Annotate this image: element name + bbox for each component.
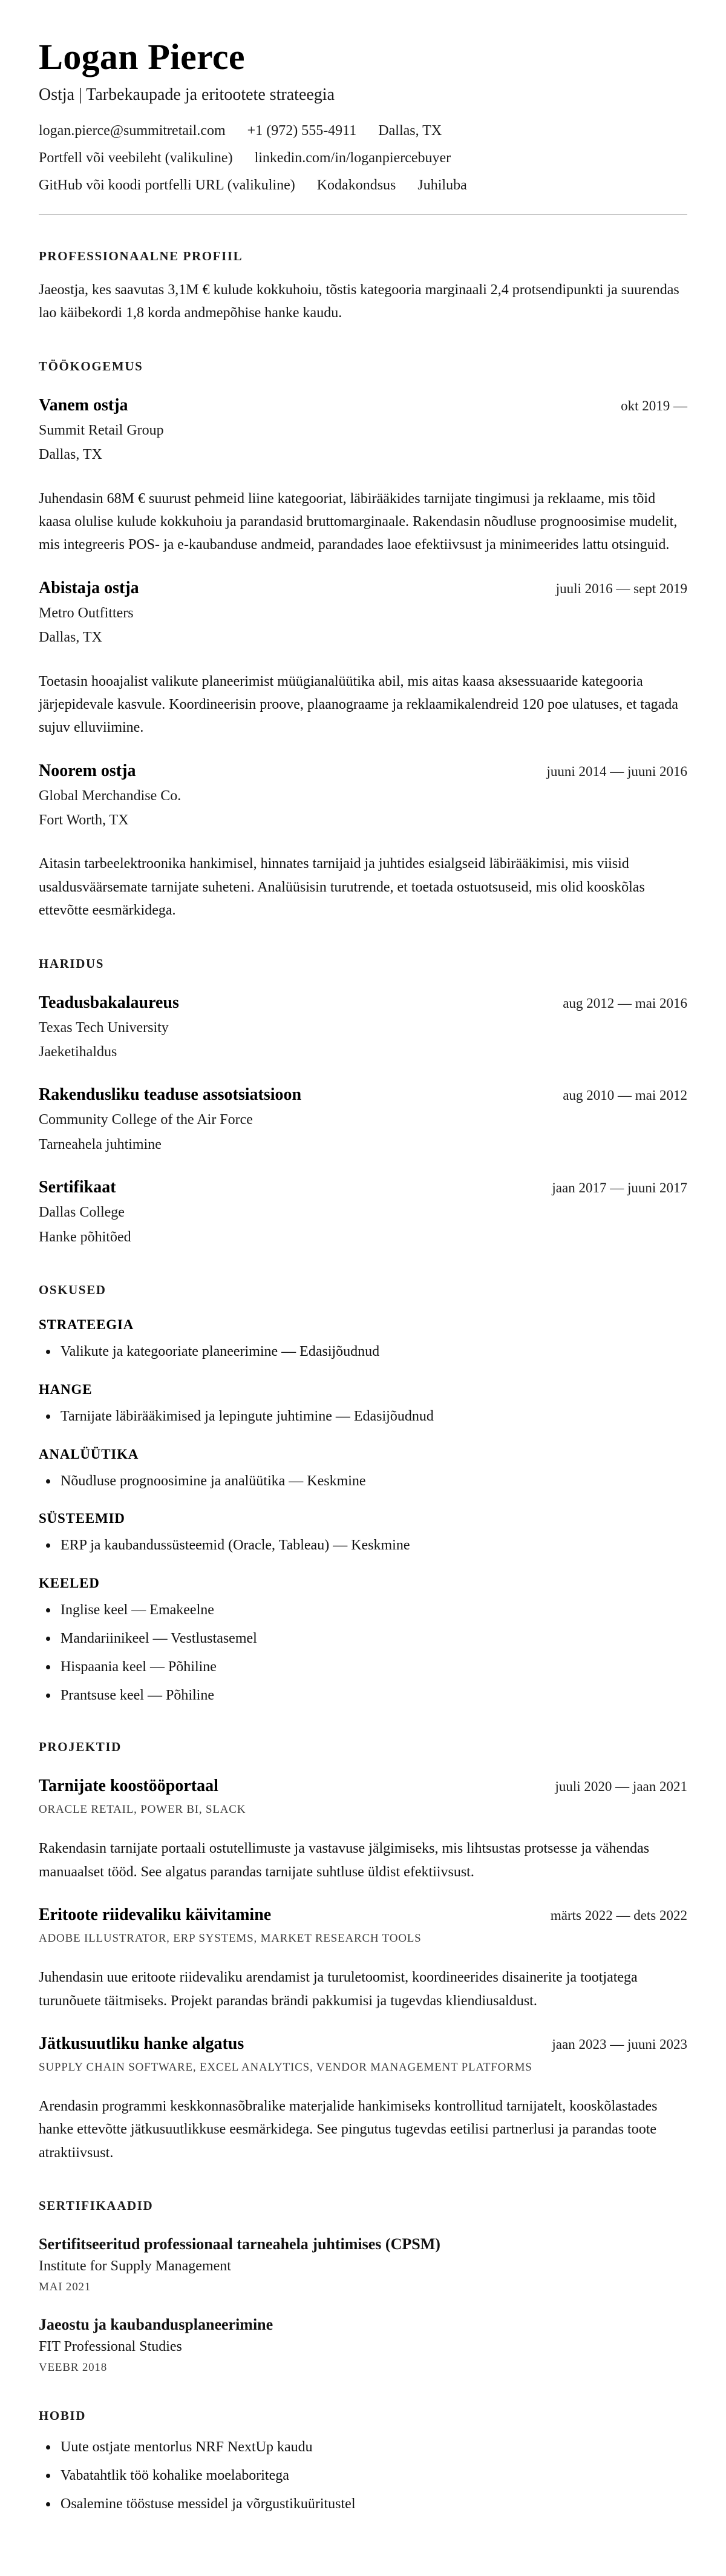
certification-date: VEEBR 2018: [39, 2361, 108, 2374]
certification-item: [39, 2316, 687, 2374]
language-bullet: • Prantsuse keel — Põhiline: [58, 1685, 687, 1706]
skill-group: [39, 1511, 687, 1556]
job-description: Juhendasin 68M € suurust pehmeid liine kategooriat, läbirääkides tarnijate tingimusi ja reklaame, mis tõid kaasa olulise kulude kokkuhoiu ja parandasid bruttomarginaale. Rakendasin nõudluse prognoosimise mudelit, mis integreeris POS- ja e-kaubanduse andmeid, parandades laoe efektiivsust ja minimeerides lattu otsinguid.: [39, 490, 678, 553]
header-divider: [39, 214, 687, 215]
project-tools: SUPPLY CHAIN SOFTWARE, EXCEL ANALYTICS, VENDOR MANAGEMENT PLATFORMS: [39, 2060, 532, 2074]
language-bullet: • Hispaania keel — Põhiline: [58, 1657, 687, 1678]
contact-license-label: Juhiluba: [417, 177, 467, 193]
certification-org: FIT Professional Studies: [39, 2339, 182, 2355]
section-projects: [39, 1740, 687, 2164]
contact-linkedin: linkedin.com/in/loganpiercebuyer: [254, 150, 451, 166]
certification-date: MAI 2021: [39, 2281, 91, 2294]
job-description: Aitasin tarbeelektroonika hankimisel, hinnates tarnijaid ja juhtides esialgseid läbirääkimisi, mis viisid usaldusväärsemate tarnijate suheteni. Analüüsisin turutrende, et toetada ostuotsuseid, mis olid kooskõlas ettevõtte eesmärkidega.: [39, 856, 645, 919]
job-role: Noorem ostja: [39, 761, 136, 780]
section-skills: [39, 1283, 687, 1706]
job-location: Fort Worth, TX: [39, 812, 129, 829]
certifications-section-title: SERTIFIKAADID: [39, 2198, 154, 2213]
profile-section-title: PROFESSIONAALNE PROFIIL: [39, 249, 243, 263]
job-company: Metro Outfitters: [39, 605, 134, 621]
skills-section-title: OSKUSED: [39, 1282, 106, 1297]
skill-group: [39, 1382, 687, 1427]
contact-row-1: [39, 123, 687, 139]
contact-location: Dallas, TX: [378, 123, 442, 139]
job-item: [39, 396, 687, 557]
project-dates: jaan 2023 — juuni 2023: [552, 2036, 687, 2052]
education-degree: Rakendusliku teaduse assotsiatsioon: [39, 1085, 302, 1105]
skill-group-languages: [39, 1576, 687, 1706]
resume-page: [39, 36, 687, 2514]
project-name: Tarnijate koostööportaal: [39, 1776, 218, 1796]
education-item: [39, 993, 687, 1064]
section-education: [39, 956, 687, 1249]
project-description: Juhendasin uue eritoote riidevaliku arendamist ja turuletoomist, koordineerides disainerite ja tootjatega turunõuete täitmiseks. Projekt parandas brändi pakkumisi ja tugevdas kliendiusaldust.: [39, 1970, 638, 2009]
candidate-headline: Ostja | Tarbekaupade ja eritootete strateegia: [39, 85, 335, 104]
skill-group-name: KEELED: [39, 1576, 100, 1591]
skill-bullet: • Tarnijate läbirääkimised ja lepingute juhtimine — Edasijõudnud: [58, 1406, 687, 1427]
education-dates: jaan 2017 — juuni 2017: [552, 1180, 687, 1196]
skill-group-name: HANGE: [39, 1381, 93, 1397]
contact-email: logan.pierce@summitretail.com: [39, 123, 226, 139]
job-role: Vanem ostja: [39, 395, 128, 415]
section-profile: [39, 249, 687, 325]
job-company: Global Merchandise Co.: [39, 787, 182, 804]
skill-group-name: SÜSTEEMID: [39, 1511, 125, 1526]
certification-org: Institute for Supply Management: [39, 2258, 231, 2275]
project-tools: ADOBE ILLUSTRATOR, ERP SYSTEMS, MARKET RESEARCH TOOLS: [39, 1932, 422, 1945]
job-dates: juuni 2014 — juuni 2016: [546, 763, 687, 779]
project-item: [39, 2034, 687, 2164]
contact-github-label: GitHub või koodi portfelli URL (valikuline): [39, 177, 295, 193]
education-section-title: HARIDUS: [39, 956, 105, 971]
education-school: Texas Tech University: [39, 1019, 169, 1036]
hobbies-section-title: HOBID: [39, 2408, 87, 2423]
education-field: Jaeketihaldus: [39, 1044, 117, 1060]
language-bullet: • Inglise keel — Emakeelne: [58, 1600, 687, 1621]
project-dates: juuli 2020 — jaan 2021: [555, 1779, 687, 1795]
project-item: [39, 1905, 687, 2012]
education-field: Tarneahela juhtimine: [39, 1136, 162, 1152]
profile-summary: Jaeostja, kes saavutas 3,1M € kulude kokkuhoiu, tõstis kategooria marginaali 2,4 protsendipunkti ja suurendas lao käibekordi 1,8 korda andmepõhise hanke kaudu.: [39, 282, 679, 321]
education-dates: aug 2010 — mai 2012: [563, 1088, 687, 1103]
education-dates: aug 2012 — mai 2016: [563, 995, 687, 1011]
contact-info: [39, 123, 687, 194]
contact-row-3: [39, 177, 687, 194]
experience-section-title: TÖÖKOGEMUS: [39, 358, 143, 373]
certification-name: Sertifitseeritud professionaal tarneahela juhtimises (CPSM): [39, 2235, 440, 2253]
section-certifications: [39, 2198, 687, 2374]
job-company: Summit Retail Group: [39, 422, 164, 438]
skill-group-name: STRATEEGIA: [39, 1316, 134, 1332]
project-dates: märts 2022 — dets 2022: [550, 1908, 687, 1924]
hobby-bullet: • Osalemine tööstuse messidel ja võrgustikuüritustel: [58, 2494, 687, 2515]
education-degree: Sertifikaat: [39, 1178, 116, 1197]
project-tools: ORACLE RETAIL, POWER BI, SLACK: [39, 1803, 246, 1816]
project-item: [39, 1776, 687, 1884]
skill-group-name: ANALÜÜTIKA: [39, 1446, 139, 1462]
education-school: Dallas College: [39, 1204, 125, 1221]
contact-phone: +1 (972) 555-4911: [247, 123, 357, 139]
contact-row-2: [39, 150, 687, 166]
hobby-bullet: • Uute ostjate mentorlus NRF NextUp kaudu: [58, 2437, 687, 2458]
skill-bullet: • Valikute ja kategooriate planeerimine — Edasijõudnud: [58, 1341, 687, 1362]
certification-name: Jaeostu ja kaubandusplaneerimine: [39, 2316, 273, 2334]
section-hobbies: [39, 2408, 687, 2514]
section-experience: [39, 359, 687, 922]
resume-header: [39, 36, 687, 194]
project-description: Rakendasin tarnijate portaali ostutellimuste ja vastavuse jälgimiseks, mis lihtsustas protsesse ja vähendas manuaalset tööd. See algatus parandas tarnijate suhtluse üldist efektiivsust.: [39, 1841, 650, 1880]
education-school: Community College of the Air Force: [39, 1112, 253, 1128]
contact-portfolio-label: Portfell või veebileht (valikuline): [39, 150, 233, 166]
project-description: Arendasin programmi keskkonnasõbralike materjalide hankimiseks kontrollitud tarnijatelt, kooskõlastades hanke ettevõtte jätkusuutlikkuse eesmärkidega. See pingutus tugevdas eetilisi partnerlusi ja parandas toote atraktiivsust.: [39, 2098, 658, 2161]
job-item: [39, 579, 687, 740]
education-degree: Teadusbakalaureus: [39, 993, 179, 1012]
job-role: Abistaja ostja: [39, 578, 139, 597]
job-item: [39, 761, 687, 922]
candidate-name: Logan Pierce: [39, 37, 245, 77]
skill-group: [39, 1447, 687, 1492]
contact-citizenship-label: Kodakondsus: [316, 177, 396, 193]
language-bullet: • Mandariinikeel — Vestlustasemel: [58, 1628, 687, 1649]
skill-group: [39, 1317, 687, 1362]
education-item: [39, 1178, 687, 1249]
job-dates: juuli 2016 — sept 2019: [555, 580, 687, 596]
project-name: Eritoote riidevaliku käivitamine: [39, 1905, 272, 1925]
education-item: [39, 1085, 687, 1156]
job-dates: okt 2019 —: [621, 398, 687, 413]
certification-item: [39, 2235, 687, 2294]
skill-bullet: • ERP ja kaubandussüsteemid (Oracle, Tableau) — Keskmine: [58, 1535, 687, 1556]
job-location: Dallas, TX: [39, 629, 102, 646]
projects-section-title: PROJEKTID: [39, 1740, 122, 1755]
job-location: Dallas, TX: [39, 447, 102, 463]
project-name: Jätkusuutliku hanke algatus: [39, 2034, 244, 2053]
skill-bullet: • Nõudluse prognoosimine ja analüütika — Keskmine: [58, 1471, 687, 1492]
hobby-bullet: • Vabatahtlik töö kohalike moelaboritega: [58, 2465, 687, 2486]
education-field: Hanke põhitõed: [39, 1229, 131, 1245]
job-description: Toetasin hooajalist valikute planeerimist müügianalüütika abil, mis aitas kaasa aksessuaaride kategooria järjepidevale kasvule. Koordineerisin proove, plaanograame ja reklaamikalendreid 120 poe ulatuses, et tagada sujuv elluviimine.: [39, 673, 678, 736]
